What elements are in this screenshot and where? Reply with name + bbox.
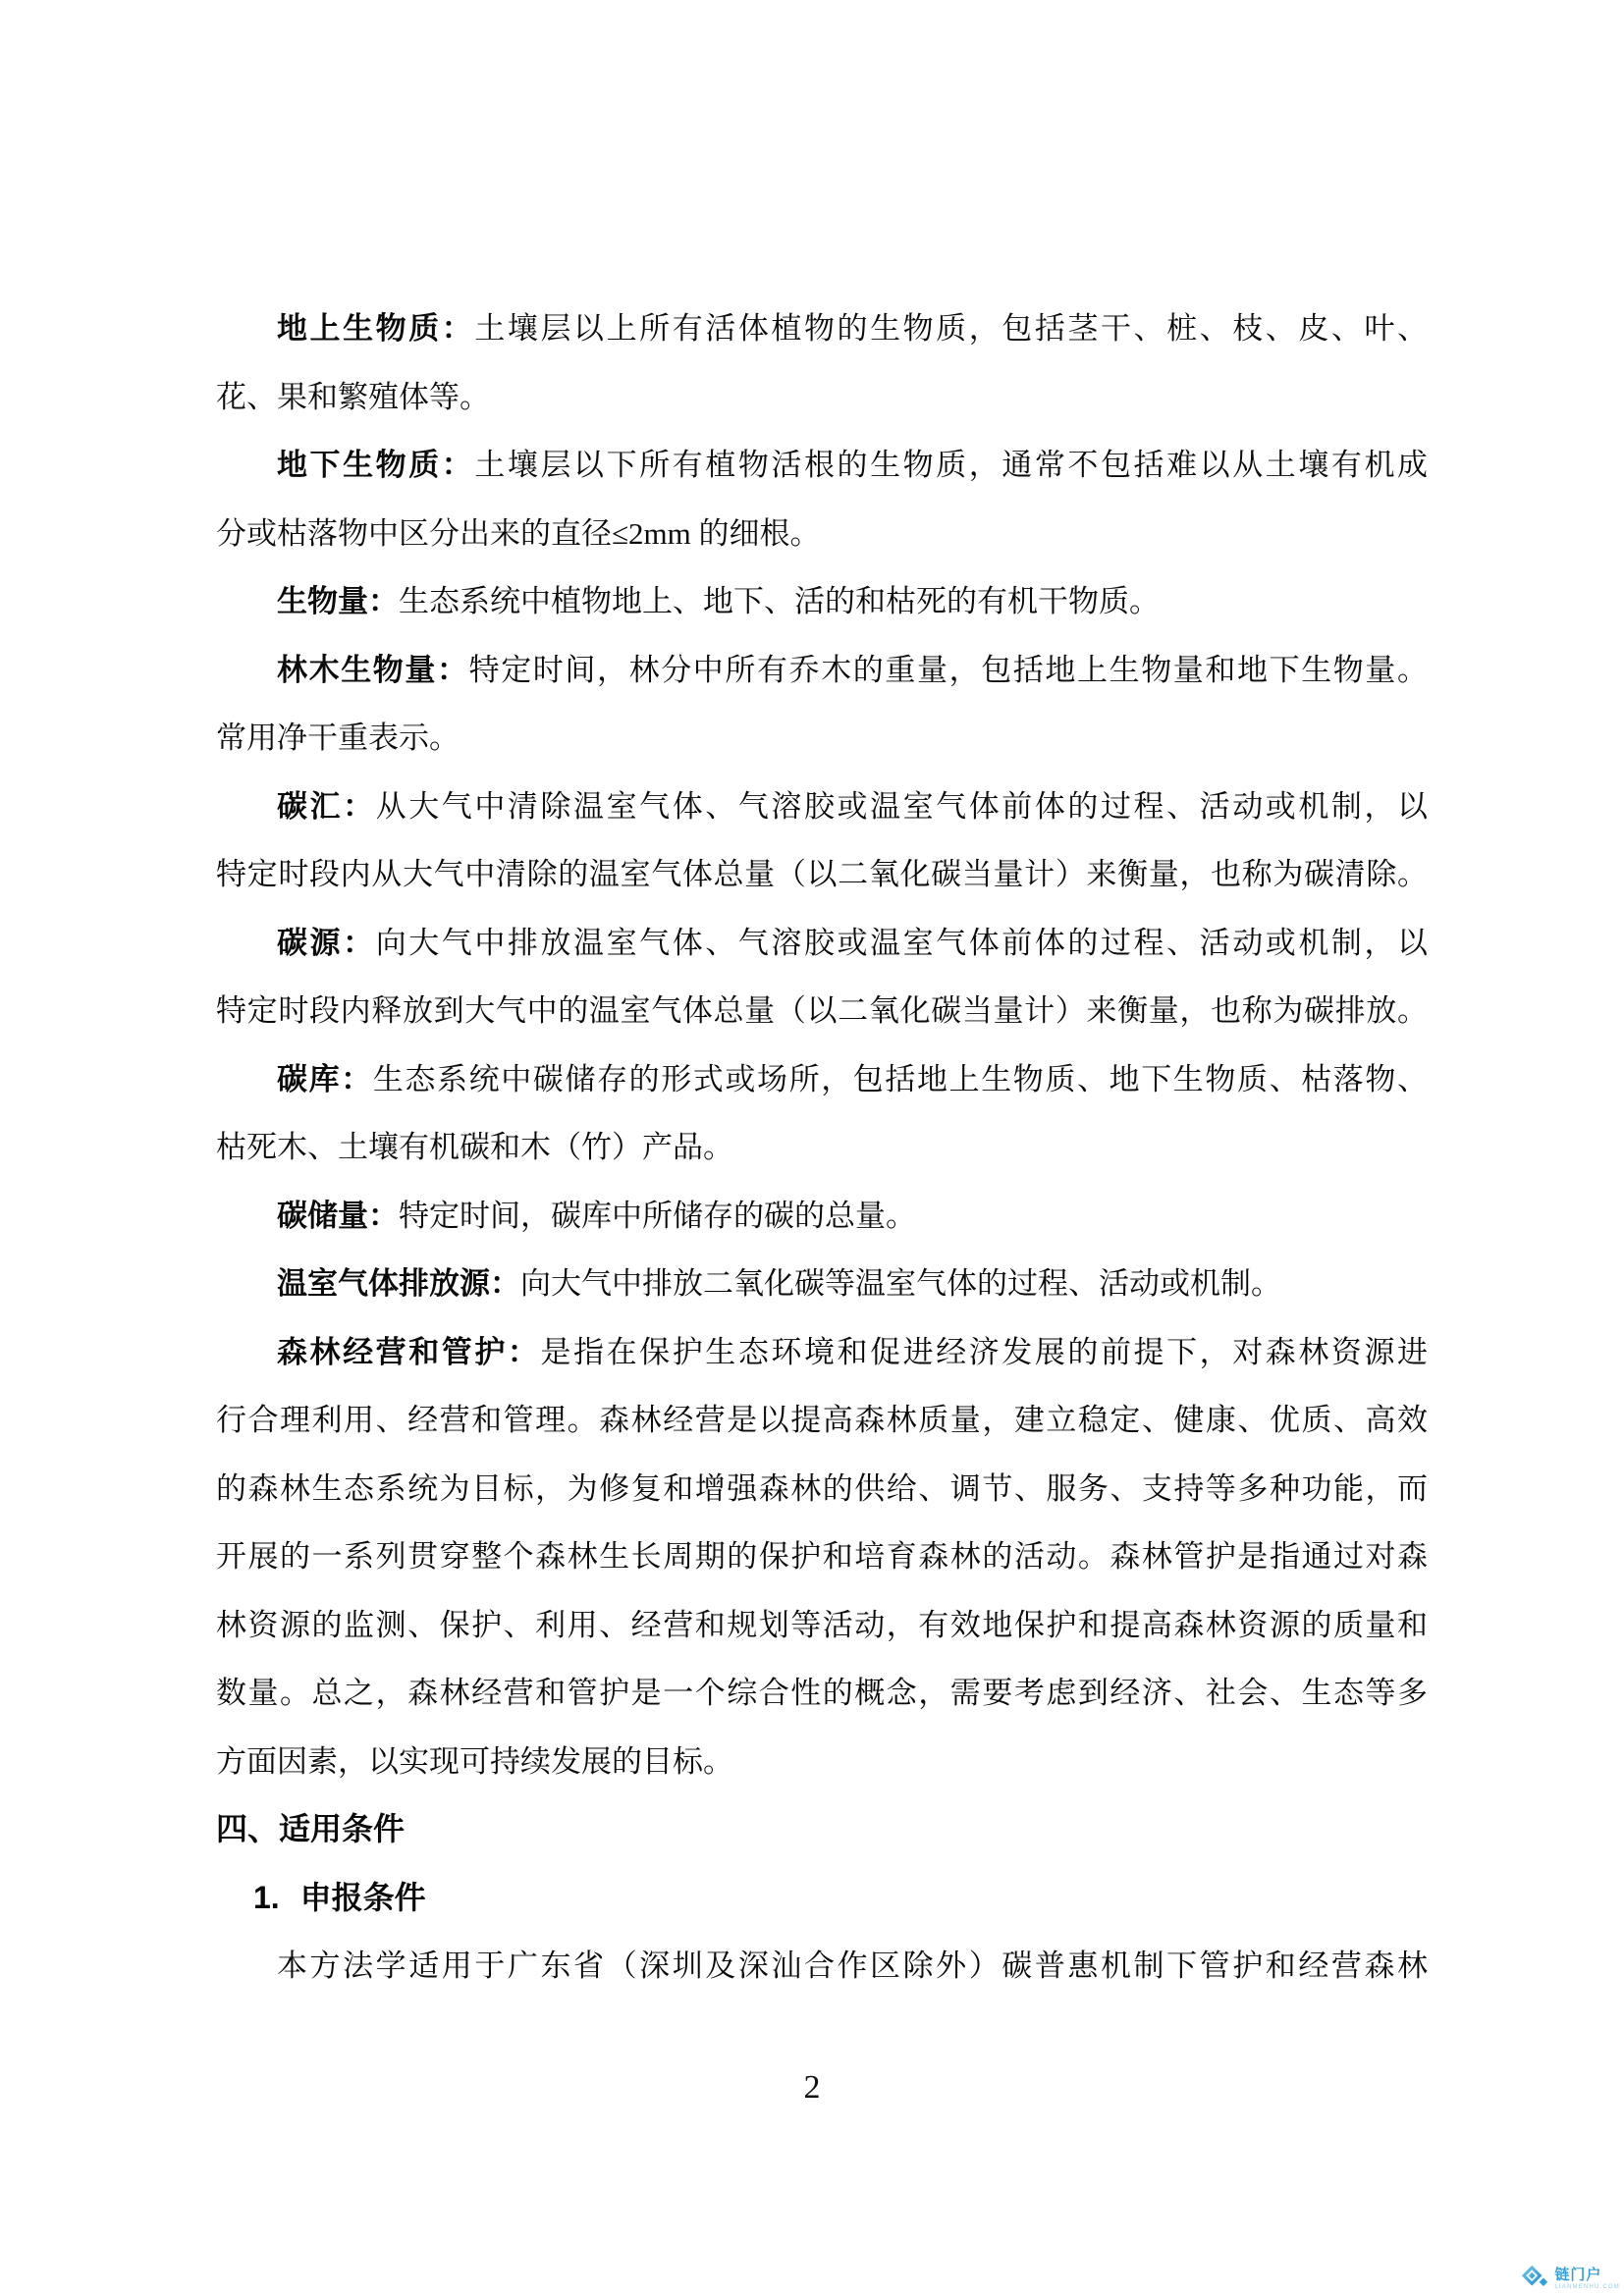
line-text: 土壤层以下所有植物活根的生物质，通常不包括难以从土壤有机成	[474, 448, 1429, 482]
term-carbon-pool: 碳库：	[277, 1061, 373, 1096]
heading-text: 四、适用条件	[216, 1811, 406, 1846]
term-carbon-sink: 碳汇：	[277, 788, 376, 824]
doc-line	[216, 1591, 1428, 1660]
line-text: 本方法学适用于广东省（深圳及深汕合作区除外）碳普惠机制下管护和经营森林	[277, 1949, 1428, 1983]
doc-line	[216, 1455, 1428, 1523]
doc-line	[216, 1045, 1428, 1114]
doc-line	[216, 704, 1428, 773]
doc-line	[216, 773, 1428, 841]
term-aboveground-biomass: 地上生物质：	[277, 311, 475, 346]
line-text: 向大气中排放温室气体、气溶胶或温室气体前体的过程、活动或机制，以	[375, 925, 1429, 960]
doc-line	[216, 500, 1428, 568]
doc-line	[216, 1113, 1428, 1182]
line-text: 是指在保护生态环境和促进经济发展的前提下，对森林资源进	[540, 1334, 1429, 1369]
line-text: 生态系统中植物地上、地下、活的和枯死的有机干物质。	[399, 584, 1160, 618]
line-text: 数量。总之，森林经营和管护是一个综合性的概念，需要考虑到经济、社会、生态等多	[216, 1676, 1428, 1710]
line-text: 枯死木、土壤有机碳和木（竹）产品。	[216, 1130, 733, 1164]
term-biomass: 生物量：	[277, 584, 399, 618]
doc-line	[216, 1182, 1428, 1251]
doc-line	[216, 1728, 1428, 1796]
term-carbon-stock: 碳储量：	[277, 1198, 399, 1233]
term-tree-biomass: 林木生物量：	[277, 652, 469, 687]
line-text: 特定时间，林分中所有乔木的重量，包括地上生物量和地下生物量。	[468, 652, 1429, 687]
line-text: 特定时间，碳库中所储存的碳的总量。	[399, 1198, 916, 1233]
doc-line	[216, 294, 1428, 363]
doc-line	[216, 1250, 1428, 1318]
doc-line	[216, 1386, 1428, 1455]
lianmenhu-logo-icon	[1520, 2264, 1549, 2293]
line-text: 花、果和繁殖体等。	[216, 379, 490, 414]
line-text: 开展的一系列贯穿整个森林生长周期的保护和培育森林的活动。森林管护是指通过对森	[216, 1539, 1428, 1574]
doc-line	[216, 1318, 1428, 1387]
doc-line	[216, 363, 1428, 432]
watermark-domain: LIANMENHU.COM	[1554, 2283, 1620, 2290]
doc-line	[216, 431, 1428, 500]
doc-line	[216, 840, 1428, 909]
term-belowground-biomass: 地下生物质：	[277, 448, 475, 482]
line-text: 分或枯落物中区分出来的直径≤2mm 的细根。	[216, 515, 821, 551]
line-text: 特定时段内从大气中清除的温室气体总量（以二氧化碳当量计）来衡量，也称为碳清除。	[216, 857, 1428, 891]
watermark-text	[1554, 2268, 1620, 2290]
line-text: 生态系统中碳储存的形式或场所，包括地上生物质、地下生物质、枯落物、	[372, 1061, 1429, 1096]
line-text: 常用净干重表示。	[216, 721, 460, 755]
doc-line	[216, 567, 1428, 636]
doc-line	[216, 1932, 1428, 2001]
doc-line	[216, 977, 1428, 1045]
line-text: 方面因素，以实现可持续发展的目标。	[216, 1743, 733, 1779]
line-text: 向大气中排放二氧化碳等温室气体的过程、活动或机制。	[520, 1266, 1281, 1301]
term-forest-management: 森林经营和管护：	[277, 1334, 541, 1369]
line-text: 行合理利用、经营和管理。森林经营是以提高森林质量，建立稳定、健康、优质、高效	[216, 1403, 1428, 1437]
line-text: 的森林生态系统为目标，为修复和增强森林的供给、调节、服务、支持等多种功能，而	[216, 1470, 1428, 1506]
doc-line	[216, 1659, 1428, 1728]
page-number: 2	[803, 2069, 821, 2106]
document-body	[216, 294, 1428, 2001]
heading-text: 1. 申报条件	[253, 1879, 426, 1915]
subsection-heading-application-conditions	[253, 1864, 1428, 1933]
section-heading-applicable-conditions	[216, 1795, 1428, 1864]
term-carbon-source: 碳源：	[277, 925, 376, 960]
line-text: 林资源的监测、保护、利用、经营和规划等活动，有效地保护和提高森林资源的质量和	[216, 1607, 1428, 1642]
line-text: 特定时段内释放到大气中的温室气体总量（以二氧化碳当量计）来衡量，也称为碳排放。	[216, 993, 1428, 1028]
doc-line	[216, 909, 1428, 978]
doc-line	[216, 1522, 1428, 1591]
line-text: 从大气中清除温室气体、气溶胶或温室气体前体的过程、活动或机制，以	[375, 788, 1429, 824]
doc-line	[216, 636, 1428, 705]
line-text: 土壤层以上所有活体植物的生物质，包括茎干、桩、枝、皮、叶、	[474, 311, 1429, 346]
watermark	[1520, 2264, 1620, 2293]
term-ghg-emission-source: 温室气体排放源：	[277, 1266, 520, 1301]
watermark-brand: 链门户	[1554, 2266, 1602, 2283]
